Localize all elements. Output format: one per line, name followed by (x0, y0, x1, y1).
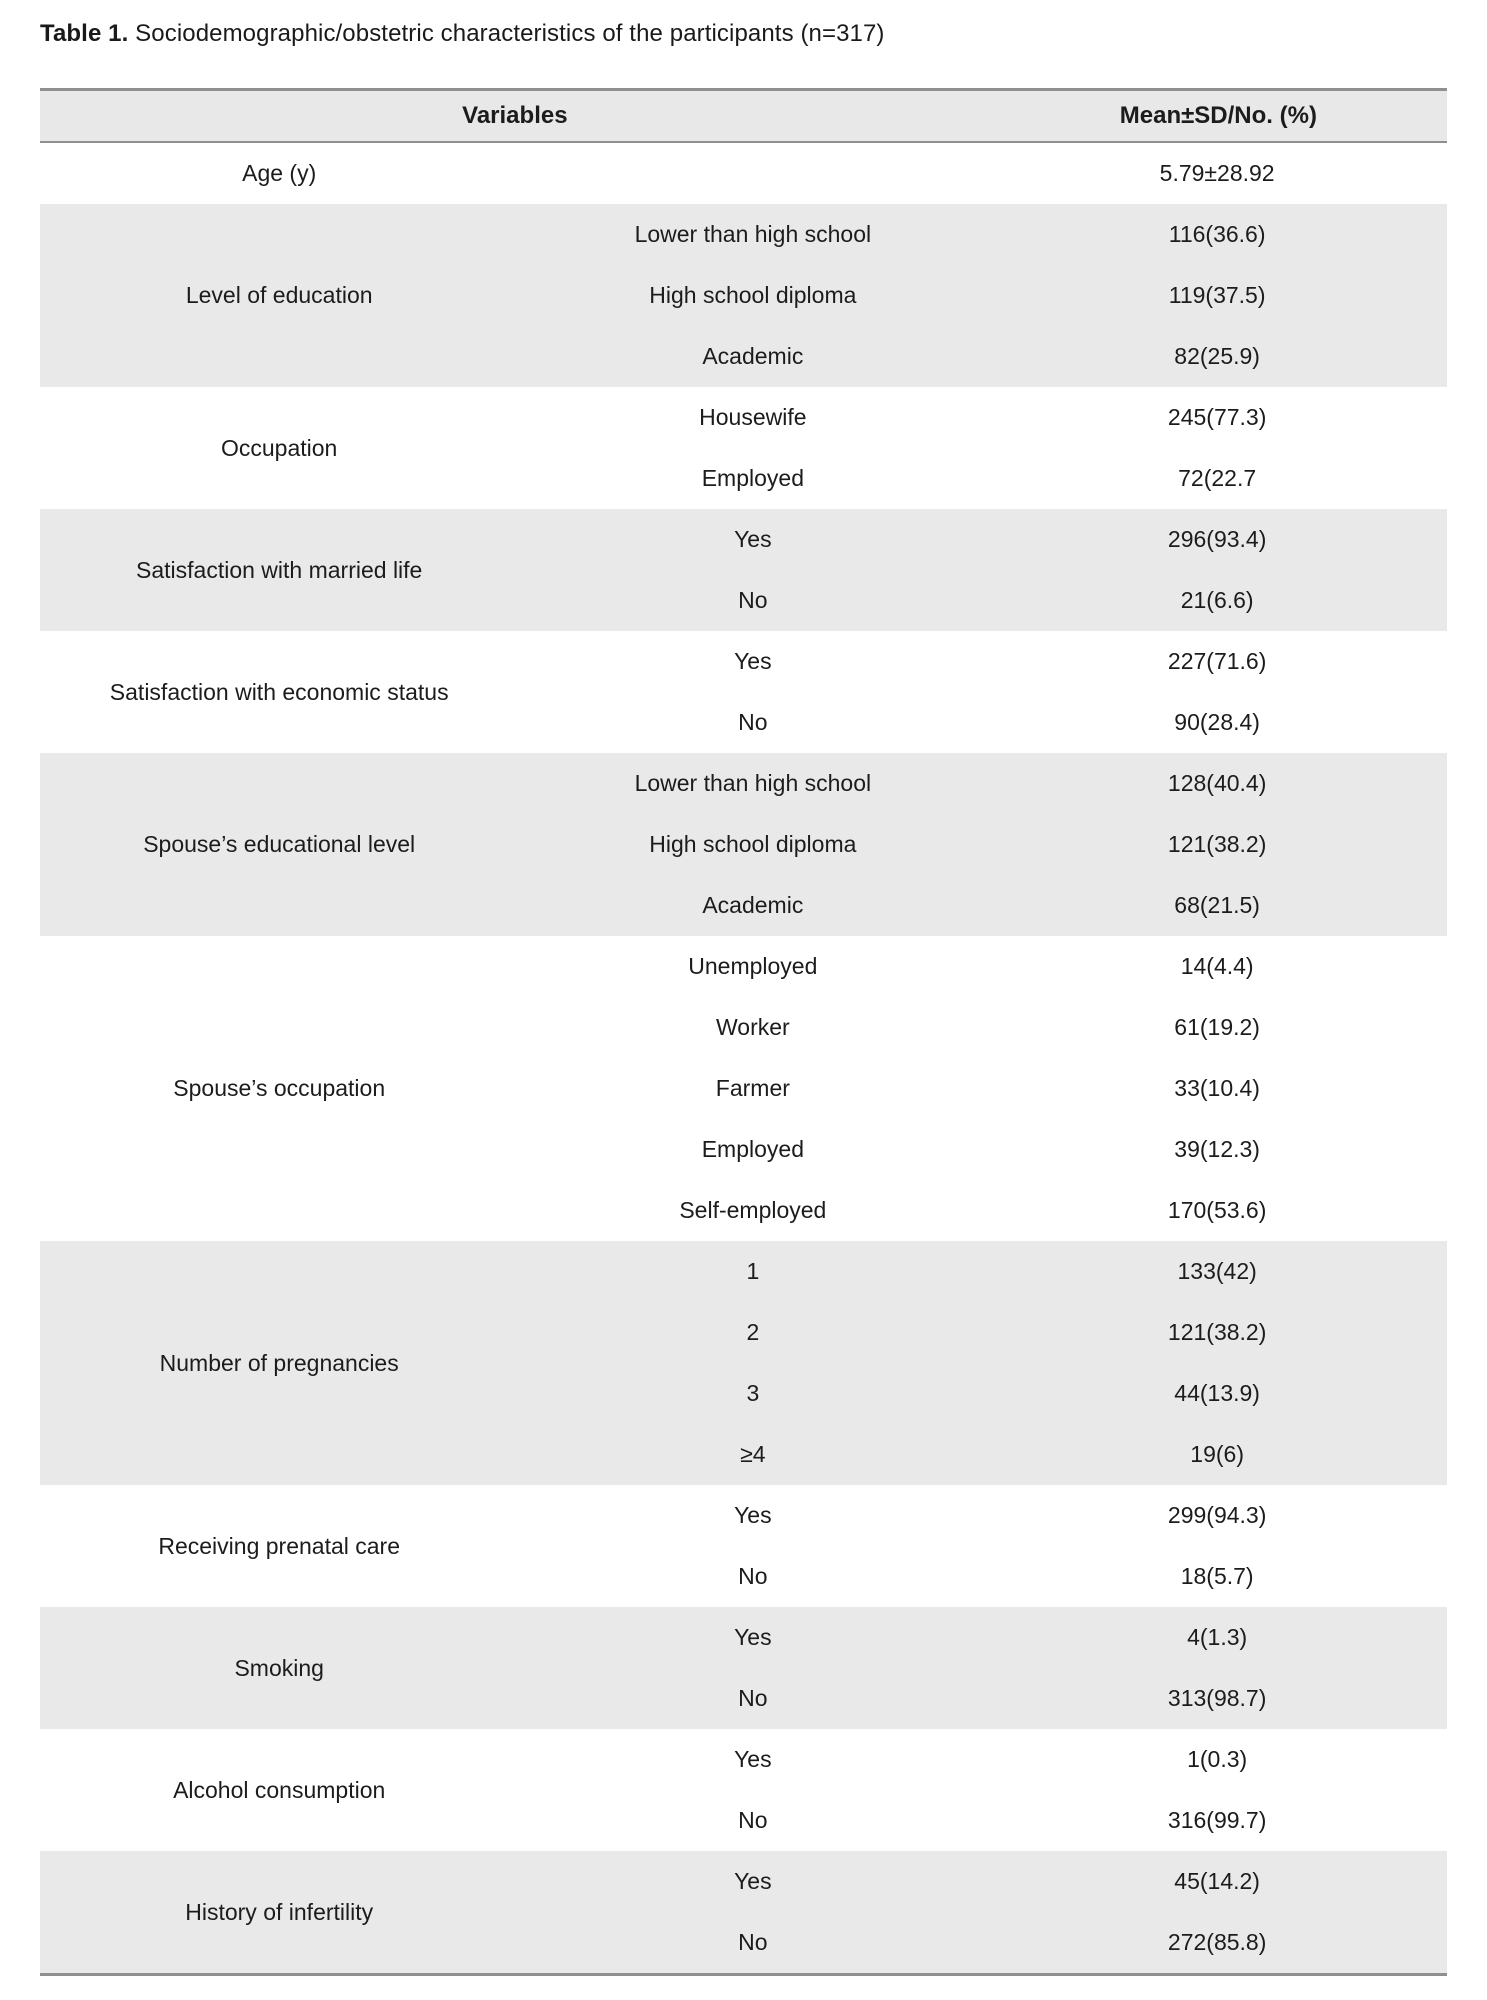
variable-label: Spouse’s occupation (173, 1075, 386, 1102)
category-cell: Lower than high school (634, 770, 872, 796)
table-section (40, 143, 1447, 204)
table-row (518, 1180, 1447, 1241)
table-row (518, 1058, 1447, 1119)
table-section (40, 753, 1447, 936)
variable-label: History of infertility (185, 1898, 374, 1925)
value-cell: 299(94.3) (1167, 1502, 1267, 1528)
table-section (40, 204, 1447, 387)
table-section (40, 936, 1447, 1241)
table-row (518, 204, 1447, 265)
category-cell: Yes (734, 648, 772, 674)
category-cell: High school diploma (649, 282, 857, 308)
column-header-mean-sd: Mean±SD/No. (%) (1119, 102, 1317, 129)
category-cell: No (738, 1685, 768, 1711)
category-cell: Self-employed (679, 1197, 827, 1223)
table-row (518, 265, 1447, 326)
section-rows (518, 387, 1447, 509)
category-cell: Yes (734, 1746, 772, 1772)
variable-label: Receiving prenatal care (158, 1532, 400, 1559)
variable-label: Age (y) (242, 160, 317, 187)
table-caption-text: Sociodemographic/obstetric characteristics of the participants (n=317) (128, 20, 885, 47)
table-row (518, 1302, 1447, 1363)
category-cell: Academic (702, 892, 804, 918)
category-cell: 3 (746, 1380, 760, 1406)
section-rows (518, 631, 1447, 753)
category-cell: Worker (715, 1014, 790, 1040)
table-row (518, 1912, 1447, 1973)
category-cell: 2 (746, 1319, 760, 1345)
value-cell: 245(77.3) (1167, 404, 1267, 430)
category-cell: No (738, 709, 768, 735)
value-cell: 82(25.9) (1174, 343, 1260, 369)
value-cell: 21(6.6) (1180, 587, 1254, 613)
table-row (518, 448, 1447, 509)
value-cell: 121(38.2) (1167, 1319, 1267, 1345)
variable-label: Satisfaction with married life (136, 556, 423, 583)
category-cell: Lower than high school (634, 221, 872, 247)
table-row (518, 1668, 1447, 1729)
table-section (40, 1607, 1447, 1729)
value-cell: 121(38.2) (1167, 831, 1267, 857)
table-section (40, 1851, 1447, 1973)
characteristics-table (40, 88, 1447, 1976)
table-row (518, 1363, 1447, 1424)
value-cell: 19(6) (1190, 1441, 1244, 1467)
table-row (518, 1119, 1447, 1180)
value-cell: 18(5.7) (1180, 1563, 1254, 1589)
table-row (518, 1790, 1447, 1851)
table-row (518, 1424, 1447, 1485)
table-row (518, 326, 1447, 387)
table-row (518, 1546, 1447, 1607)
variable-label: Number of pregnancies (159, 1349, 399, 1376)
variable-label: Alcohol consumption (173, 1776, 386, 1803)
table-section (40, 509, 1447, 631)
variable-label: Spouse’s educational level (143, 831, 416, 858)
table-section (40, 1241, 1447, 1485)
value-cell: 39(12.3) (1174, 1136, 1260, 1162)
value-cell: 296(93.4) (1167, 526, 1267, 552)
value-cell: 170(53.6) (1167, 1197, 1267, 1223)
value-cell: 313(98.7) (1167, 1685, 1267, 1711)
category-cell: Employed (701, 1136, 804, 1162)
category-cell: Yes (734, 1502, 772, 1528)
table-row (518, 1607, 1447, 1668)
value-cell: 61(19.2) (1174, 1014, 1260, 1040)
value-cell: 68(21.5) (1174, 892, 1260, 918)
value-cell: 14(4.4) (1180, 953, 1254, 979)
table-row (518, 631, 1447, 692)
category-cell: Yes (734, 1868, 772, 1894)
category-cell (518, 143, 987, 204)
section-rows (518, 936, 1447, 1241)
table-row (518, 1485, 1447, 1546)
section-rows (518, 1851, 1447, 1973)
section-rows (518, 753, 1447, 936)
table-row (518, 692, 1447, 753)
column-header-variables: Variables (462, 102, 568, 129)
table-caption (40, 20, 885, 48)
table-section (40, 631, 1447, 753)
category-cell: Housewife (699, 404, 807, 430)
category-cell: No (738, 1563, 768, 1589)
category-cell: No (738, 1929, 768, 1955)
value-cell: 72(22.7 (1178, 465, 1257, 491)
value-cell: 316(99.7) (1167, 1807, 1267, 1833)
value-cell: 90(28.4) (1174, 709, 1260, 735)
value-cell: 44(13.9) (1174, 1380, 1260, 1406)
category-cell: No (738, 1807, 768, 1833)
section-rows (518, 1729, 1447, 1851)
category-cell: ≥4 (740, 1441, 766, 1467)
table-row (518, 1729, 1447, 1790)
table-row (518, 936, 1447, 997)
category-cell: Employed (701, 465, 804, 491)
variable-label: Occupation (221, 434, 338, 461)
table-header-row (40, 91, 1447, 143)
table-body (40, 143, 1447, 1973)
category-cell: Farmer (715, 1075, 790, 1101)
category-cell: No (738, 587, 768, 613)
value-cell: 4(1.3) (1187, 1624, 1248, 1650)
value-cell: 116(36.6) (1168, 221, 1266, 247)
value-cell: 272(85.8) (1167, 1929, 1267, 1955)
value-cell: 45(14.2) (1174, 1868, 1260, 1894)
table-row (518, 753, 1447, 814)
table-row (518, 997, 1447, 1058)
variable-label: Satisfaction with economic status (109, 678, 449, 705)
table-row (518, 570, 1447, 631)
value-cell: 119(37.5) (1168, 282, 1266, 308)
section-rows (518, 143, 1447, 204)
table-row (518, 1851, 1447, 1912)
variable-label: Level of education (185, 282, 373, 309)
value-cell: 227(71.6) (1167, 648, 1267, 674)
category-cell: 1 (746, 1258, 760, 1284)
table-caption-label: Table 1. (40, 20, 129, 47)
variable-label: Smoking (234, 1654, 324, 1681)
table-section (40, 1485, 1447, 1607)
table-row (518, 814, 1447, 875)
table-row (518, 875, 1447, 936)
category-cell: High school diploma (649, 831, 857, 857)
value-cell: 128(40.4) (1167, 770, 1267, 796)
category-cell: Unemployed (688, 953, 818, 979)
category-cell: Yes (734, 1624, 772, 1650)
table-row (518, 387, 1447, 448)
value-cell: 5.79±28.92 (1159, 160, 1275, 186)
table-section (40, 387, 1447, 509)
table-row (518, 509, 1447, 570)
section-rows (518, 1607, 1447, 1729)
section-rows (518, 204, 1447, 387)
value-cell: 1(0.3) (1187, 1746, 1248, 1772)
section-rows (518, 1485, 1447, 1607)
table-section (40, 1729, 1447, 1851)
category-cell: Academic (702, 343, 804, 369)
section-rows (518, 1241, 1447, 1485)
section-rows (518, 509, 1447, 631)
value-cell: 33(10.4) (1174, 1075, 1260, 1101)
value-cell: 133(42) (1177, 1258, 1257, 1284)
category-cell: Yes (734, 526, 772, 552)
table-row (518, 143, 1447, 204)
table-row (518, 1241, 1447, 1302)
